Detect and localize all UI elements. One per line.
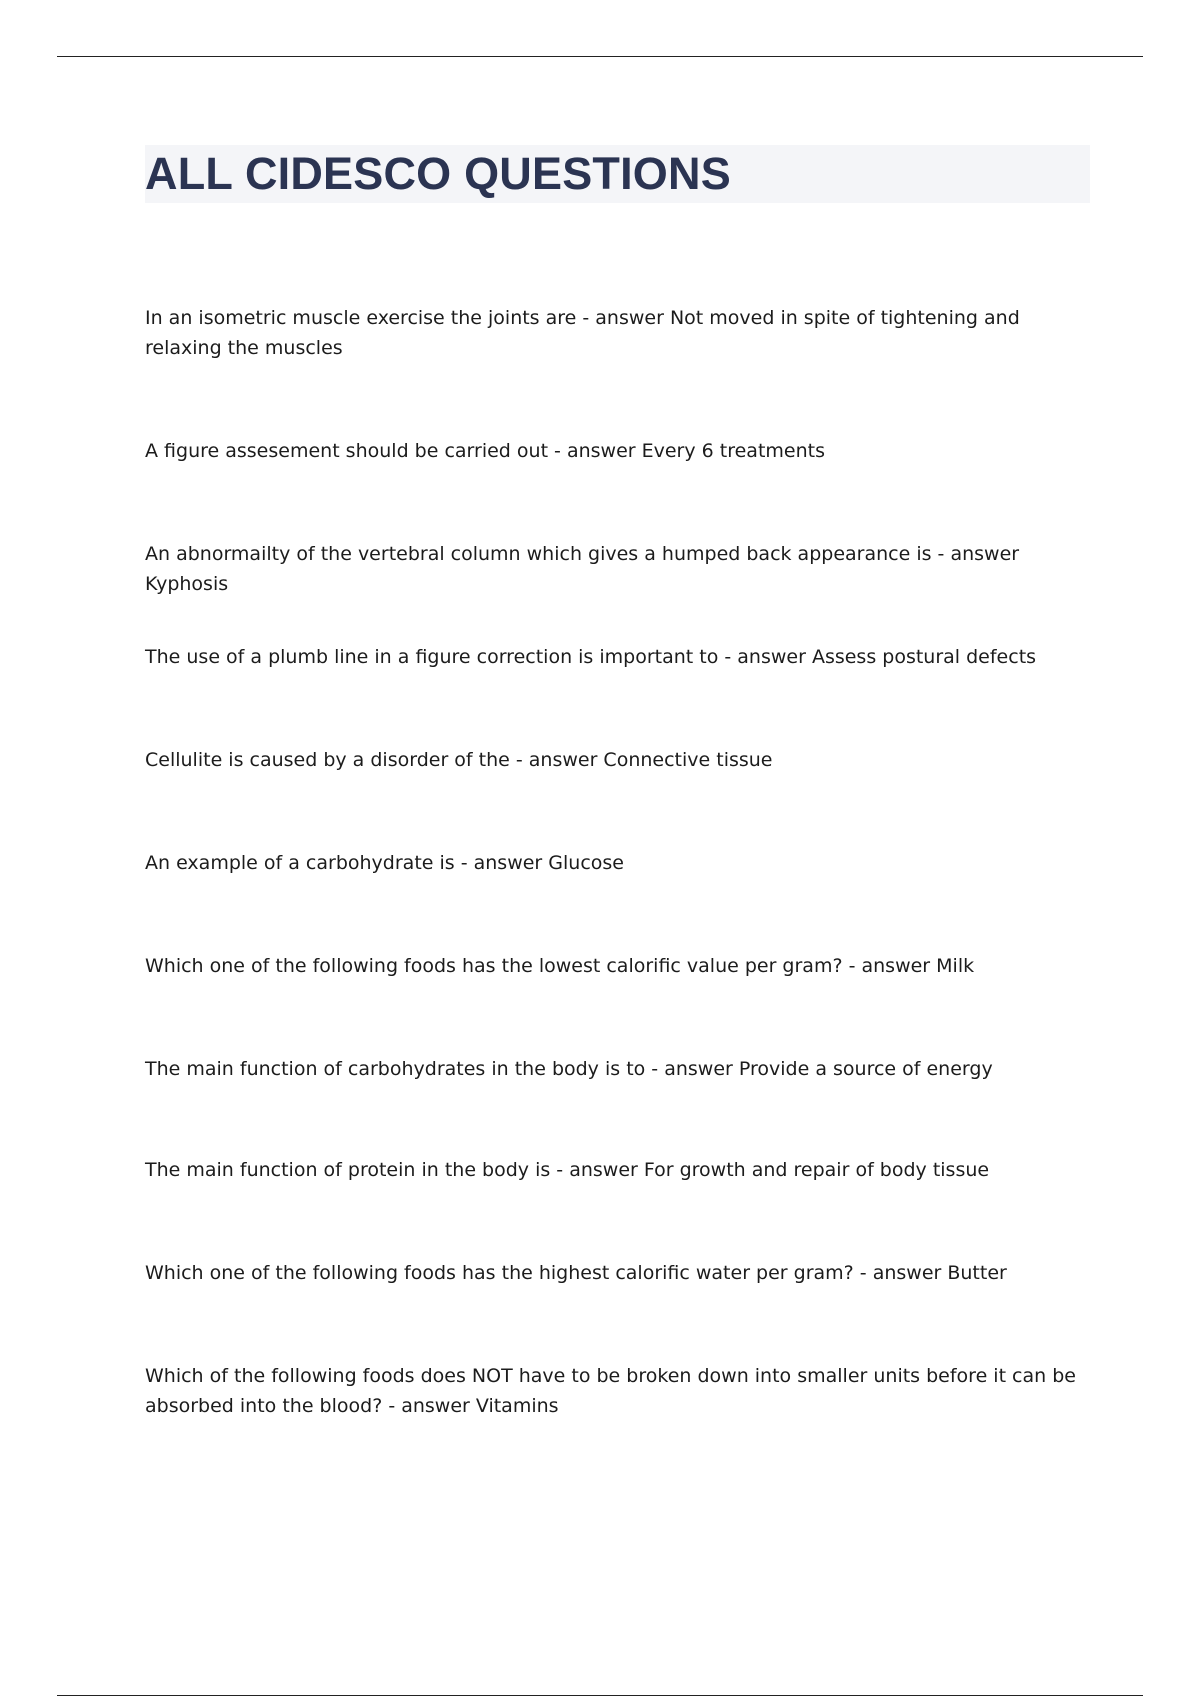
question-item: Which of the following foods does NOT have to be broken down into smaller units before it can be absorbed into the blood? - answer Vitamins — [145, 1365, 1076, 1417]
question-item: Which one of the following foods has the lowest calorific value per gram? - answer Milk — [145, 955, 975, 977]
question-item: An abnormailty of the vertebral column which gives a humped back appearance is - answer Kyphosis — [145, 543, 1020, 595]
question-item: The main function of protein in the body is - answer For growth and repair of body tissue — [145, 1159, 990, 1181]
question-item: An example of a carbohydrate is - answer Glucose — [145, 852, 624, 874]
header-rule — [57, 56, 1143, 57]
question-item: The use of a plumb line in a figure correction is important to - answer Assess postural defects — [145, 646, 1037, 668]
document-title: ALL CIDESCO QUESTIONS — [145, 148, 731, 199]
question-item: In an isometric muscle exercise the joints are - answer Not moved in spite of tightening and relaxing the muscles — [145, 307, 1020, 359]
question-item: A figure assesement should be carried out - answer Every 6 treatments — [145, 440, 825, 462]
question-item: The main function of carbohydrates in the body is to - answer Provide a source of energy — [145, 1058, 993, 1080]
footer-rule — [57, 1695, 1143, 1696]
question-item: Cellulite is caused by a disorder of the - answer Connective tissue — [145, 749, 773, 771]
question-item: Which one of the following foods has the highest calorific water per gram? - answer Butter — [145, 1262, 1007, 1284]
